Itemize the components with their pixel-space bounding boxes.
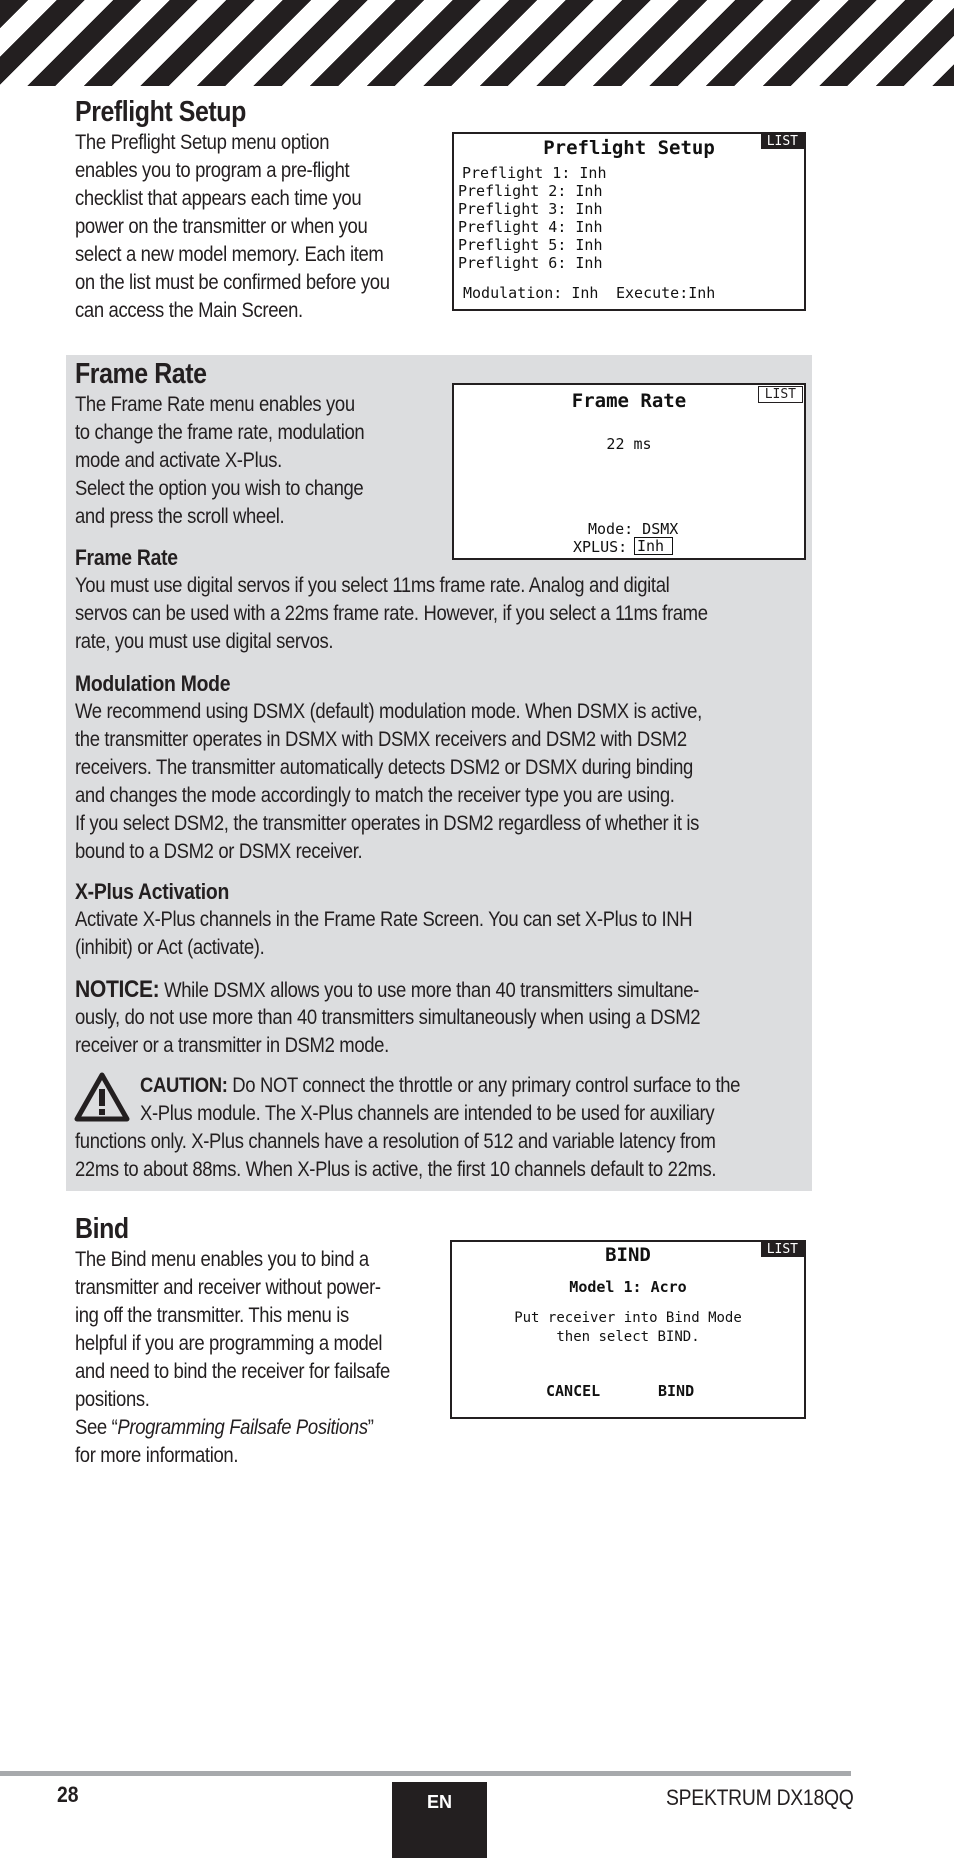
preflight-item-4: Preflight 4: Inh [458,218,603,236]
bind-see-reference [75,1414,445,1442]
preflight-item-5: Preflight 5: Inh [458,236,603,254]
product-name: SPEKTRUM DX18QQ [666,1785,854,1810]
notice-label: NOTICE: [75,976,160,1003]
caution-text: functions only. X-Plus channels have a resolution of 512 and variable latency from 22ms to about 88ms. When X-Plus is active, the first 10 channels default to 22ms. [75,1130,717,1181]
frame-rate-subheading: Frame Rate [75,545,178,570]
list-tag: LIST [761,1242,804,1257]
frame-rate-intro: The Frame Rate menu enables you to change the frame rate, modulation mode and activate X-Plus. Select the option you wish to change and press the scroll wheel. [75,393,365,528]
preflight-setup-screen [452,132,806,311]
screen-title: Frame Rate [571,390,687,412]
caution-label: CAUTION: [140,1074,228,1097]
preflight-item-1: Preflight 1: Inh [462,164,607,182]
preflight-setup-heading: Preflight Setup [75,96,246,128]
caution-block [140,1072,809,1100]
failsafe-reference-link[interactable]: Programming Failsafe Positions [117,1416,368,1439]
preflight-item-2: Preflight 2: Inh [458,182,603,200]
page-number: 28 [57,1782,79,1807]
preflight-setup-description: The Preflight Setup menu option enables you to program a pre-flight checklist that appears each time you power on the transmitter or when you select a new model memory. Each item on the list must be confirmed before you can access the Main Screen. [75,131,390,322]
model-name: Model 1: Acro [569,1278,687,1296]
list-tag: LIST [761,134,804,149]
preflight-item-3: Preflight 3: Inh [458,200,603,218]
frame-rate-paragraph: You must use digital servos if you select 11ms frame rate. Analog and digital servos can be used with a 22ms frame rate. However, if you select a 11ms frame rate, you must use digital servos. [75,574,708,653]
xplus-label: XPLUS: [573,538,628,556]
execute-value: Execute:Inh [616,284,716,302]
notice-block [75,976,805,1005]
bind-instruction-1: Put receiver into Bind Mode [514,1310,742,1326]
notice-text: ously, do not use more than 40 transmitters simultaneously when using a DSM2 receiver or a transmitter in DSM2 mode. [75,1006,701,1057]
mode-value: Mode: DSMX [588,520,679,538]
frame-rate-heading: Frame Rate [75,358,207,390]
caution-second-line: X-Plus module. The X-Plus channels are intended to be used for auxiliary [140,1102,715,1125]
xplus-value: Inh [634,537,673,555]
frame-rate-value: 22 ms [606,435,652,453]
notice-first-line: While DSMX allows you to use more than 40 transmitters simultane- [164,979,699,1002]
frame-rate-screen [452,383,806,560]
bind-see-tail: for more information. [75,1444,239,1467]
see-suffix: ” [367,1416,374,1439]
modulation-mode-paragraph: We recommend using DSMX (default) modulation mode. When DSMX is active, the transmitter operates in DSMX with DSMX receivers and DSM2 with DSM2 receivers. The transmitter automatically detects DSM2 or DSMX during binding and changes the mode accordingly to match the receiver type you are using. If you select DSM2, the transmitter operates in DSM2 regardless of whether it is bound to a DSM2 or DSMX receiver. [75,700,702,863]
bind-instruction-2: then select BIND. [556,1329,700,1345]
bind-description: The Bind menu enables you to bind a transmitter and receiver without power- ing off the transmitter. This menu is helpful if you are programming a model and need to bind the receiver for failsafe positions. [75,1248,390,1411]
bind-heading: Bind [75,1213,129,1245]
xplus-activation-subheading: X-Plus Activation [75,879,230,904]
see-prefix: See “ [75,1416,118,1439]
warning-triangle-icon [74,1072,130,1122]
screen-title: BIND [605,1244,651,1266]
modulation-value: Modulation: Inh [463,284,599,302]
xplus-activation-paragraph: Activate X-Plus channels in the Frame Rate Screen. You can set X-Plus to INH (inhibit) or Act (activate). [75,908,693,959]
bind-button[interactable]: BIND [658,1382,695,1400]
screen-title: Preflight Setup [543,137,715,159]
bind-screen [450,1240,806,1419]
preflight-item-6: Preflight 6: Inh [458,254,603,272]
modulation-mode-subheading: Modulation Mode [75,671,231,696]
cancel-button[interactable]: CANCEL [546,1382,601,1400]
language-tab: EN [392,1782,487,1858]
footer-divider [0,1771,851,1776]
caution-first-line: Do NOT connect the throttle or any primary control surface to the [232,1074,741,1097]
hazard-stripe-banner [0,0,954,86]
list-tag: LIST [758,386,803,403]
